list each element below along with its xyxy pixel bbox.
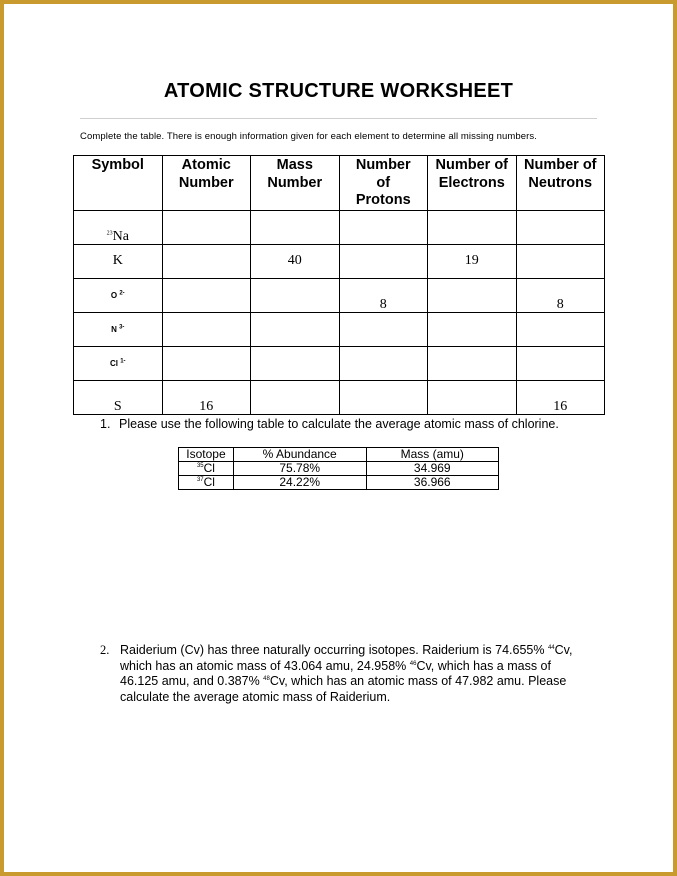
- symbol-cell: [74, 244, 163, 278]
- header-abundance: % Abundance: [233, 448, 366, 462]
- title-divider: [80, 118, 597, 119]
- abundance-cell: 75.78%: [233, 462, 366, 476]
- isotope-table: [178, 447, 499, 490]
- question-text-part: Raiderium (Cv) has three naturally occurring isotopes. Raiderium is 74.655%: [120, 643, 548, 657]
- question-text-part: Cv, which has an atomic mass of 47.982 amu. Please calculate the average atomic mass of Raiderium.: [120, 674, 567, 704]
- isotope-symbol: Cl: [203, 461, 215, 475]
- element-symbol: K: [112, 253, 123, 268]
- atomic-number-cell[interactable]: [162, 312, 251, 346]
- protons-cell[interactable]: [339, 244, 428, 278]
- symbol-cell: [74, 380, 163, 414]
- table-row: [74, 210, 605, 244]
- mass-cell: 36.966: [366, 476, 499, 490]
- protons-cell[interactable]: [339, 210, 428, 244]
- charge-superscript: 2-: [119, 289, 125, 296]
- atomic-number-cell[interactable]: [162, 244, 251, 278]
- mass-number-cell[interactable]: [251, 210, 340, 244]
- protons-cell[interactable]: [339, 380, 428, 414]
- header-number-of-protons: Number of Protons: [339, 156, 428, 211]
- question-text: [120, 643, 590, 705]
- mass-superscript: 37: [196, 477, 204, 483]
- instructions: Complete the table. There is enough information given for each element to determine all missing numbers.: [80, 131, 537, 142]
- atomic-number-cell[interactable]: [162, 278, 251, 312]
- mass-number-cell[interactable]: 40: [251, 244, 340, 278]
- mass-superscript: 44: [547, 644, 555, 651]
- table-header-row: [74, 156, 605, 211]
- neutrons-cell[interactable]: 16: [516, 380, 605, 414]
- table-row: [74, 244, 605, 278]
- mass-superscript: 46: [409, 660, 417, 667]
- charge-superscript: 3-: [119, 323, 125, 330]
- isotope-symbol: Cl: [203, 475, 215, 489]
- electrons-cell[interactable]: [428, 210, 517, 244]
- neutrons-cell[interactable]: [516, 312, 605, 346]
- abundance-cell: 24.22%: [233, 476, 366, 490]
- electrons-cell[interactable]: [428, 346, 517, 380]
- charge-superscript: 1-: [120, 357, 126, 364]
- mass-number-cell[interactable]: [251, 346, 340, 380]
- atomic-number-cell[interactable]: [162, 346, 251, 380]
- element-symbol: S: [113, 398, 122, 414]
- header-mass-number: Mass Number: [251, 156, 340, 211]
- header-mass-amu: Mass (amu): [366, 448, 499, 462]
- table-row: [74, 312, 605, 346]
- atomic-number-cell[interactable]: 16: [162, 380, 251, 414]
- mass-superscript: 48: [263, 675, 270, 682]
- protons-cell[interactable]: [339, 312, 428, 346]
- mass-number-cell[interactable]: [251, 312, 340, 346]
- question-text-part: Cv, which has a mass of 46.125 amu, and 0.387%: [120, 658, 551, 688]
- mass-superscript: 35: [196, 463, 204, 469]
- isotope-cell: [179, 462, 234, 476]
- question-text: Please use the following table to calculate the average atomic mass of chlorine.: [119, 417, 559, 431]
- mass-superscript: 23: [106, 229, 113, 236]
- electrons-cell[interactable]: 19: [428, 244, 517, 278]
- element-symbol: Na: [112, 228, 129, 244]
- atomic-number-cell[interactable]: [162, 210, 251, 244]
- header-number-of-electrons: Number of Electrons: [428, 156, 517, 211]
- table-row: [74, 380, 605, 414]
- header-atomic-number: Atomic Number: [162, 156, 251, 211]
- protons-cell[interactable]: [339, 346, 428, 380]
- atomic-structure-table: [73, 155, 605, 415]
- page-title: ATOMIC STRUCTURE WORKSHEET: [163, 80, 514, 102]
- table-row: [179, 476, 499, 490]
- question-text-part: Cv, which has an atomic mass of 43.064 amu, 24.958%: [120, 643, 573, 673]
- header-number-of-neutrons: Number of Neutrons: [516, 156, 605, 211]
- table-row: [74, 278, 605, 312]
- header-symbol: Symbol: [74, 156, 163, 211]
- table-row: [179, 462, 499, 476]
- symbol-cell: [74, 210, 163, 244]
- mass-number-cell[interactable]: [251, 380, 340, 414]
- question-number: 1.: [100, 417, 111, 431]
- neutrons-cell[interactable]: [516, 346, 605, 380]
- electrons-cell[interactable]: [428, 312, 517, 346]
- mass-cell: 34.969: [366, 462, 499, 476]
- electrons-cell[interactable]: [428, 380, 517, 414]
- neutrons-cell[interactable]: [516, 244, 605, 278]
- question-1: [100, 417, 559, 431]
- header-isotope: Isotope: [179, 448, 234, 462]
- element-symbol: O: [110, 290, 118, 300]
- neutrons-cell[interactable]: [516, 210, 605, 244]
- isotope-cell: [179, 476, 234, 490]
- table-row: [74, 346, 605, 380]
- protons-cell[interactable]: 8: [339, 278, 428, 312]
- symbol-cell: [74, 278, 163, 312]
- question-number: 2.: [100, 643, 110, 657]
- electrons-cell[interactable]: [428, 278, 517, 312]
- question-2: [100, 643, 590, 705]
- isotope-header-row: [179, 448, 499, 462]
- neutrons-cell[interactable]: 8: [516, 278, 605, 312]
- element-symbol: N: [111, 324, 117, 334]
- symbol-cell: [74, 346, 163, 380]
- symbol-cell: [74, 312, 163, 346]
- mass-number-cell[interactable]: [251, 278, 340, 312]
- element-symbol: Cl: [109, 358, 118, 368]
